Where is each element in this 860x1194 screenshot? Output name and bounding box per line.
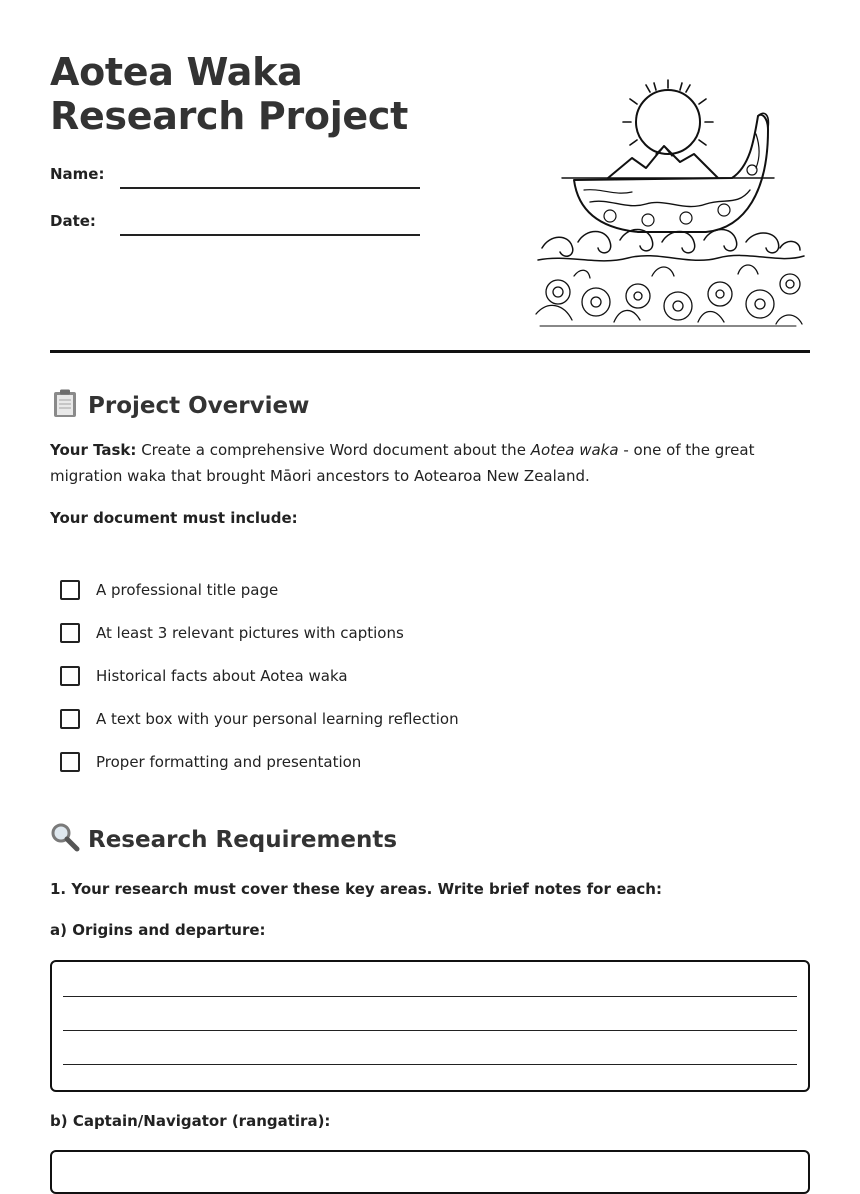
checkbox[interactable] [60,623,80,643]
checkbox[interactable] [60,752,80,772]
name-field[interactable] [120,187,420,189]
clipboard-icon [50,388,80,424]
date-label: Date: [50,212,96,230]
checklist-item [60,740,459,783]
research-heading-text: Research Requirements [88,827,398,853]
waka-hull-icon [574,115,768,232]
checklist-item [60,697,459,740]
requirements-checklist [60,568,459,783]
date-field[interactable] [120,234,420,236]
task-emphasis: Aotea waka [530,441,619,459]
task-label: Your Task: [50,441,137,459]
notes-box-captain[interactable] [50,1150,810,1194]
checkbox[interactable] [60,580,80,600]
checkbox[interactable] [60,666,80,686]
waka-illustration [528,70,808,332]
checklist-item [60,568,459,611]
writing-line [63,1030,797,1031]
name-label: Name: [50,165,105,183]
writing-line [63,1064,797,1065]
checklist-item-label: Proper formatting and presentation [96,752,362,771]
writing-line [63,996,797,997]
waves-icon [538,230,804,261]
task-paragraph [50,437,810,489]
overview-heading-text: Project Overview [88,393,310,419]
part-a-label: a) Origins and departure: [50,921,266,939]
page-title: Aotea Waka Research Project [50,50,408,138]
flowers-icon [536,265,802,326]
checklist-item-label: At least 3 relevant pictures with captions [96,623,404,642]
checklist-item-label: A text box with your personal learning reflection [96,709,459,728]
overview-heading [50,388,309,424]
checklist-item [60,654,459,697]
checklist-item-label: A professional title page [96,580,279,599]
checkbox[interactable] [60,709,80,729]
sun-icon [636,90,700,154]
magnifying-glass-icon [50,822,80,858]
notes-box-origins[interactable] [50,960,810,1092]
research-instruction: 1. Your research must cover these key areas. Write brief notes for each: [50,880,662,898]
mountains-icon [608,146,718,178]
checklist-item-label: Historical facts about Aotea waka [96,666,348,685]
checklist-item [60,611,459,654]
task-text-part2: - one of the great migration waka that brought Māori ancestors to Aotearoa New Zealand. [50,441,755,485]
research-heading [50,822,397,858]
part-b-label: b) Captain/Navigator (rangatira): [50,1112,331,1130]
must-include-label: Your document must include: [50,509,298,527]
task-text-part1: Create a comprehensive Word document about the [136,441,531,459]
header-divider [50,350,810,353]
